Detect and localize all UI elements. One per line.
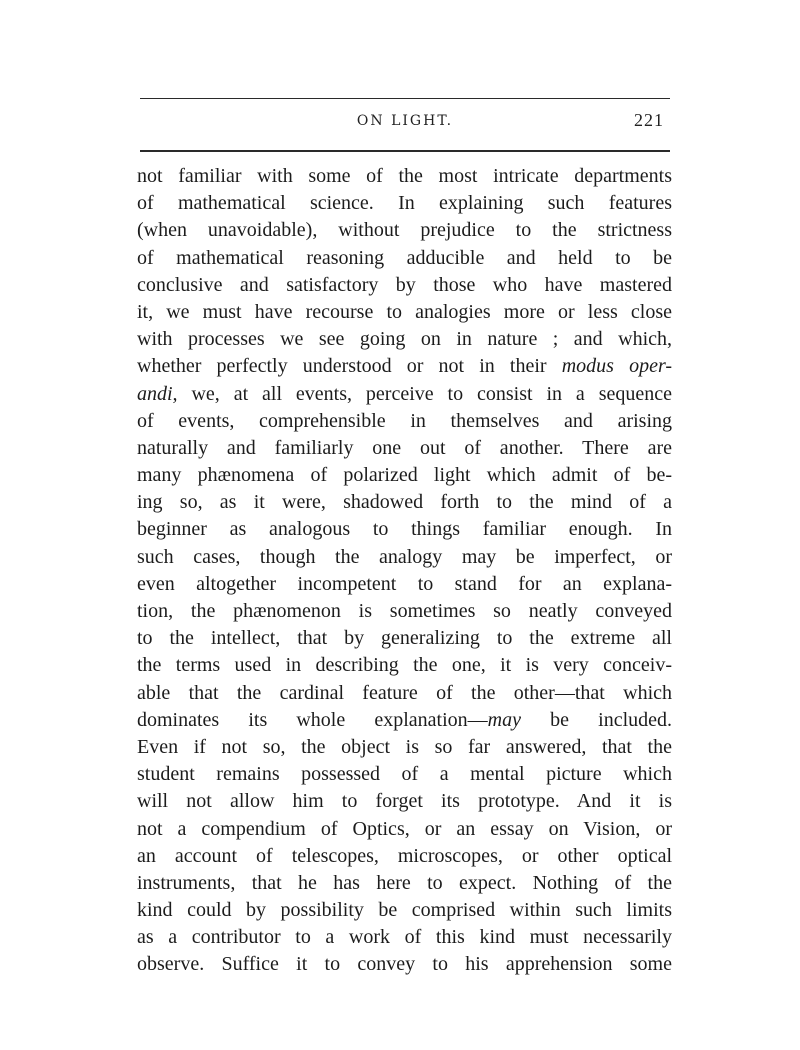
body-text bbox=[137, 163, 672, 979]
running-title: ON LIGHT. bbox=[356, 113, 454, 129]
text-line: able that the cardinal feature of the other—that which bbox=[137, 681, 672, 704]
text-line: of mathematical science. In explaining such features bbox=[137, 192, 672, 215]
text-segment: we, at all events, perceive to consist in a sequence bbox=[177, 382, 672, 405]
text-line: as a contributor to a work of this kind must necessarily bbox=[137, 926, 672, 949]
text-line bbox=[137, 381, 672, 408]
text-line: conclusive and satisfactory by those who have mastered bbox=[137, 273, 672, 296]
text-line: will not allow him to forget its prototype. And it is bbox=[137, 790, 672, 813]
text-line: not familiar with some of the most intricate departments bbox=[137, 165, 672, 187]
text-line: such cases, though the analogy may be imperfect, or bbox=[137, 545, 672, 568]
page-number: 221 bbox=[634, 110, 664, 130]
text-line: ing so, as it were, shadowed forth to the mind of a bbox=[137, 491, 672, 514]
italic-phrase: andi, bbox=[137, 382, 178, 405]
text-segment: whether perfectly understood or not in their bbox=[137, 355, 562, 378]
header-rule-top bbox=[140, 98, 670, 99]
text-line: naturally and familiarly one out of another. There are bbox=[137, 436, 672, 459]
text-line: instruments, that he has here to expect. Nothing of the bbox=[137, 871, 672, 894]
text-segment: be included. bbox=[521, 708, 673, 731]
text-line: kind could by possibility be comprised within such limits bbox=[137, 899, 672, 922]
text-line: to the intellect, that by generalizing to the extreme all bbox=[137, 627, 672, 650]
text-line: (when unavoidable), without prejudice to the strictness bbox=[137, 219, 672, 242]
text-line: tion, the phænomenon is sometimes so neatly conveyed bbox=[137, 600, 672, 622]
text-line: it, we must have recourse to analogies more or less close bbox=[137, 300, 672, 323]
text-segment: dominates its whole explanation— bbox=[137, 708, 488, 731]
header-rule-bottom bbox=[140, 150, 670, 152]
italic-phrase: modus oper- bbox=[561, 355, 672, 378]
text-line: of events, comprehensible in themselves and arising bbox=[137, 409, 672, 432]
text-line: many phænomena of polarized light which admit of be- bbox=[137, 464, 672, 487]
text-line: even altogether incompetent to stand for an explana- bbox=[137, 572, 672, 595]
text-line: Even if not so, the object is so far answered, that the bbox=[137, 735, 672, 758]
text-line: with processes we see going on in nature ; and which, bbox=[137, 328, 672, 351]
text-line: observe. Suffice it to convey to his apprehension some bbox=[137, 953, 672, 976]
text-line: of mathematical reasoning adducible and held to be bbox=[137, 246, 672, 269]
text-line: the terms used in describing the one, it is very conceiv- bbox=[137, 654, 672, 677]
italic-phrase: may bbox=[487, 708, 521, 731]
text-line: not a compendium of Optics, or an essay on Vision, or bbox=[137, 817, 672, 840]
text-line: an account of telescopes, microscopes, or other optical bbox=[137, 844, 672, 867]
text-line bbox=[137, 353, 672, 380]
text-line: beginner as analogous to things familiar enough. In bbox=[137, 518, 672, 541]
text-line bbox=[137, 707, 672, 734]
text-line: student remains possessed of a mental picture which bbox=[137, 763, 672, 786]
